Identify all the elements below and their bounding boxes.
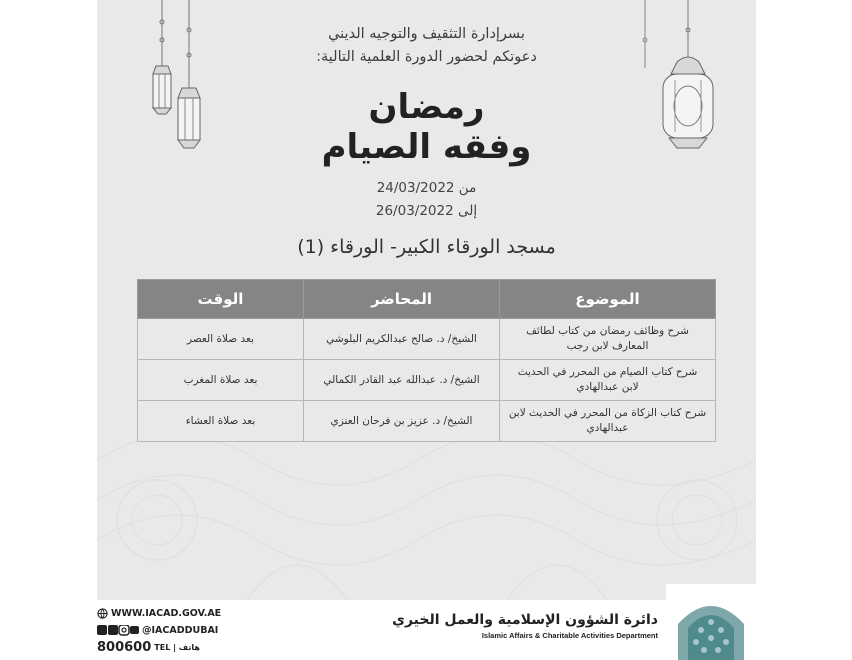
globe-icon — [97, 608, 108, 619]
date-to: إلى 26/03/2022 — [375, 203, 478, 219]
phone-label: TEL | هاتف — [154, 643, 200, 652]
department-name-arabic: دائرة الشؤون الإسلامية والعمل الخيري — [392, 612, 658, 628]
footer — [97, 600, 756, 660]
poster — [97, 0, 756, 660]
contact-block — [97, 605, 247, 656]
header-lecturer: المحاضر — [304, 280, 500, 319]
social-handle[interactable]: @IACADDUBAI — [142, 625, 219, 636]
website-link[interactable]: WWW.IACAD.GOV.AE — [111, 608, 222, 619]
table-row — [138, 401, 716, 442]
time-cell: بعد صلاة العصر — [138, 319, 304, 360]
course-title-line2: وفقه الصيام — [321, 127, 532, 167]
lecturer-cell: الشيخ/ د. عزيز بن فرحان العنزي — [304, 401, 500, 442]
header-time: الوقت — [138, 280, 304, 319]
table-row — [138, 360, 716, 401]
time-cell: بعد صلاة المغرب — [138, 360, 304, 401]
organizer-line: بسرإدارة التثقيف والتوجيه الديني — [328, 26, 525, 42]
lecturer-cell: الشيخ/ د. صالح عبدالكريم البلوشي — [304, 319, 500, 360]
social-row — [97, 622, 247, 639]
topic-cell: شرح كتاب الصيام من المحرر في الحديث لابن عبدالهادي — [500, 360, 716, 401]
table-header-row — [138, 280, 716, 319]
social-media-icons — [97, 625, 139, 636]
time-cell: بعد صلاة العشاء — [138, 401, 304, 442]
topic-cell: شرح كتاب الزكاة من المحرر في الحديث لابن عبدالهادي — [500, 401, 716, 442]
department-name — [392, 612, 658, 640]
header-topic: الموضوع — [500, 280, 716, 319]
topic-cell: شرح وظائف رمضان من كتاب لطائف المعارف لابن رجب — [500, 319, 716, 360]
website-row — [97, 605, 247, 622]
schedule-table — [137, 279, 716, 442]
invitation-line: دعوتكم لحضور الدورة العلمية التالية: — [316, 49, 537, 65]
table-row — [138, 319, 716, 360]
iacad-logo — [666, 584, 756, 660]
venue: مسجد الورقاء الكبير- الورقاء (1) — [297, 236, 556, 258]
lecturer-cell: الشيخ/ د. عبدالله عبد القادر الكمالي — [304, 360, 500, 401]
date-from: من 24/03/2022 — [376, 180, 477, 196]
phone-number[interactable]: 800600 — [97, 640, 152, 655]
phone-row — [97, 639, 247, 656]
department-name-english: Islamic Affairs & Charitable Activities Department — [481, 631, 658, 640]
course-title-line1: رمضان — [368, 87, 485, 127]
